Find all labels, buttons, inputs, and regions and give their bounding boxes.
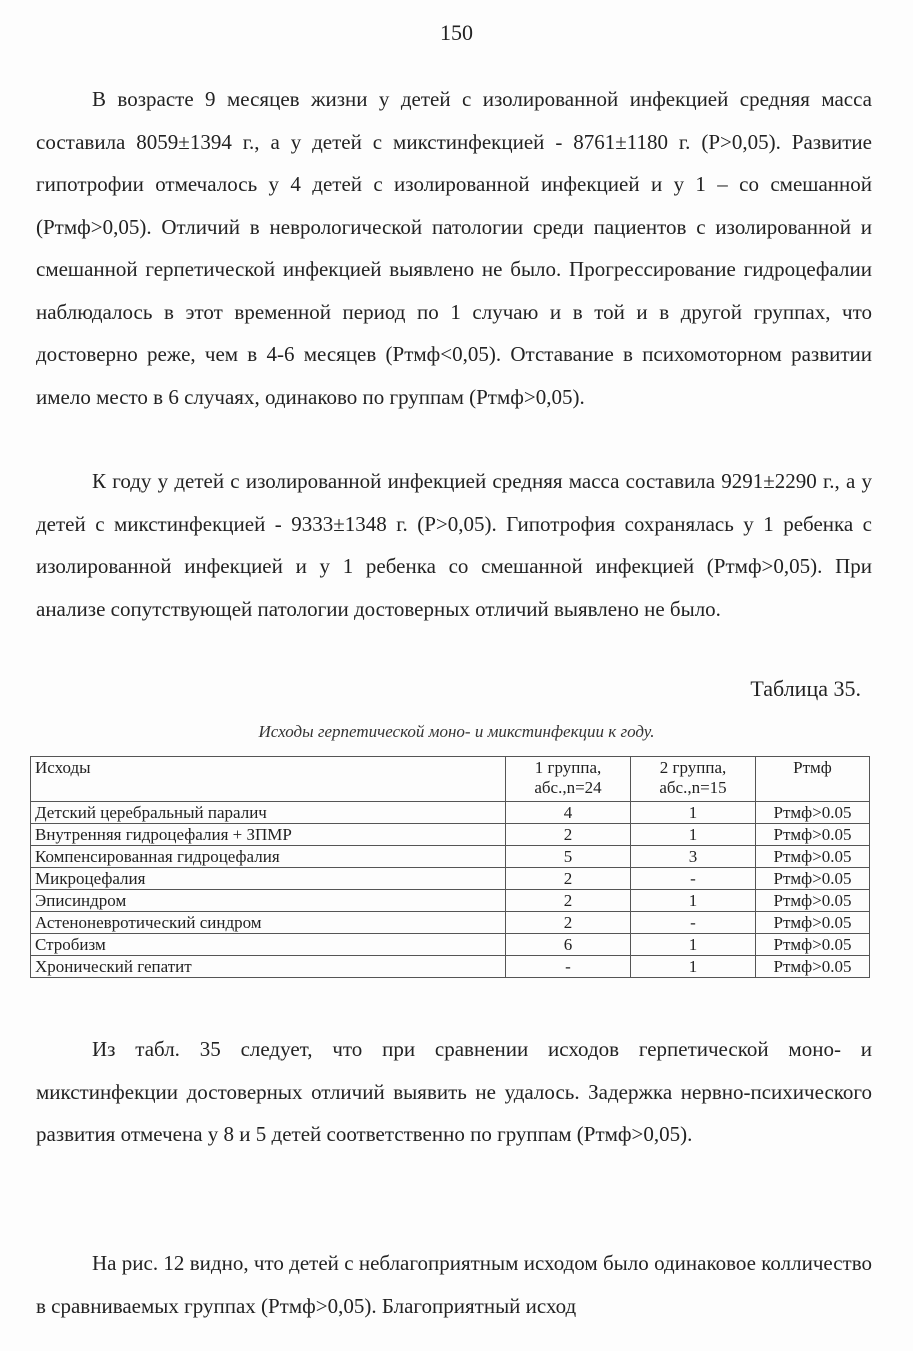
cell-group-2: 1 xyxy=(631,802,756,824)
cell-group-2: 1 xyxy=(631,890,756,912)
cell-group-2: 1 xyxy=(631,824,756,846)
cell-group-1: 2 xyxy=(506,912,631,934)
table-header-row xyxy=(31,757,870,802)
cell-group-1: 4 xyxy=(506,802,631,824)
cell-p-value: Ртмф>0.05 xyxy=(756,956,870,978)
cell-group-2: - xyxy=(631,868,756,890)
cell-p-value: Ртмф>0.05 xyxy=(756,890,870,912)
paragraph-table-conclusion: Из табл. 35 следует, что при сравнении исходов герпетической моно- и микстинфекции достоверных отличий выявить не удалось. Задержка нервно-психического развития отмечена у 8 и 5 детей соответственно по группам (Ртмф>0,05). xyxy=(36,1037,872,1146)
page-number: 150 xyxy=(440,20,473,45)
table-row xyxy=(31,802,870,824)
table-row xyxy=(31,868,870,890)
header-group-1: 1 группа, абс.,n=24 xyxy=(506,757,631,802)
cell-outcome: Микроцефалия xyxy=(31,868,506,890)
table-body xyxy=(31,802,870,978)
cell-group-2: - xyxy=(631,912,756,934)
table-caption: Исходы герпетической моно- и микстинфекции к году. xyxy=(258,722,655,741)
paragraph-figure-12: На рис. 12 видно, что детей с неблагоприятным исходом было одинаковое колличество в сравниваемых группах (Ртмф>0,05). Благоприятный исход xyxy=(36,1251,872,1318)
cell-group-1: - xyxy=(506,956,631,978)
cell-outcome: Астеноневротический синдром xyxy=(31,912,506,934)
cell-p-value: Ртмф>0.05 xyxy=(756,912,870,934)
table-row xyxy=(31,890,870,912)
cell-group-1: 5 xyxy=(506,846,631,868)
cell-outcome: Эписиндром xyxy=(31,890,506,912)
cell-group-1: 6 xyxy=(506,934,631,956)
outcomes-table xyxy=(30,756,870,978)
cell-outcome: Внутренняя гидроцефалия + ЗПМР xyxy=(31,824,506,846)
cell-p-value: Ртмф>0.05 xyxy=(756,824,870,846)
cell-group-2: 3 xyxy=(631,846,756,868)
cell-outcome: Детский церебральный паралич xyxy=(31,802,506,824)
header-group-2: 2 группа, абс.,n=15 xyxy=(631,757,756,802)
cell-group-1: 2 xyxy=(506,824,631,846)
paragraph-1-year: К году у детей с изолированной инфекцией средняя масса составила 9291±2290 г., а у детей с микстинфекцией - 9333±1348 г. (Р>0,05). Гипотрофия сохранялась у 1 ребенка с изолированной инфекцией и у 1 ребенка со смешанной инфекцией (Ртмф>0,05). При анализе сопутствующей патологии достоверных отличий выявлено не было. xyxy=(36,469,872,621)
cell-group-2: 1 xyxy=(631,956,756,978)
header-outcomes: Исходы xyxy=(31,757,506,802)
cell-outcome: Хронический гепатит xyxy=(31,956,506,978)
table-row xyxy=(31,934,870,956)
table-row xyxy=(31,824,870,846)
cell-p-value: Ртмф>0.05 xyxy=(756,934,870,956)
cell-p-value: Ртмф>0.05 xyxy=(756,868,870,890)
cell-group-1: 2 xyxy=(506,890,631,912)
cell-p-value: Ртмф>0.05 xyxy=(756,802,870,824)
cell-outcome: Компенсированная гидроцефалия xyxy=(31,846,506,868)
cell-outcome: Стробизм xyxy=(31,934,506,956)
header-p-value: Ртмф xyxy=(756,757,870,802)
cell-group-1: 2 xyxy=(506,868,631,890)
paragraph-9-months: В возрасте 9 месяцев жизни у детей с изолированной инфекцией средняя масса составила 8059±1394 г., а у детей с микстинфекцией - 8761±1180 г. (Р>0,05). Развитие гипотрофии отмечалось у 4 детей с изолированной инфекцией и у 1 – со смешанной (Ртмф>0,05). Отличий в неврологической патологии среди пациентов с изолированной и смешанной герпетической инфекцией выявлено не было. Прогрессирование гидроцефалии наблюдалось в этот временной период по 1 случаю и в той и в другой группах, что достоверно реже, чем в 4-6 месяцев (Ртмф<0,05). Отставание в психомоторном развитии имело место в 6 случаях, одинаково по группам (Ртмф>0,05). xyxy=(36,87,872,409)
table-row xyxy=(31,956,870,978)
cell-group-2: 1 xyxy=(631,934,756,956)
table-row xyxy=(31,846,870,868)
table-row xyxy=(31,912,870,934)
cell-p-value: Ртмф>0.05 xyxy=(756,846,870,868)
table-label: Таблица 35. xyxy=(750,676,861,701)
